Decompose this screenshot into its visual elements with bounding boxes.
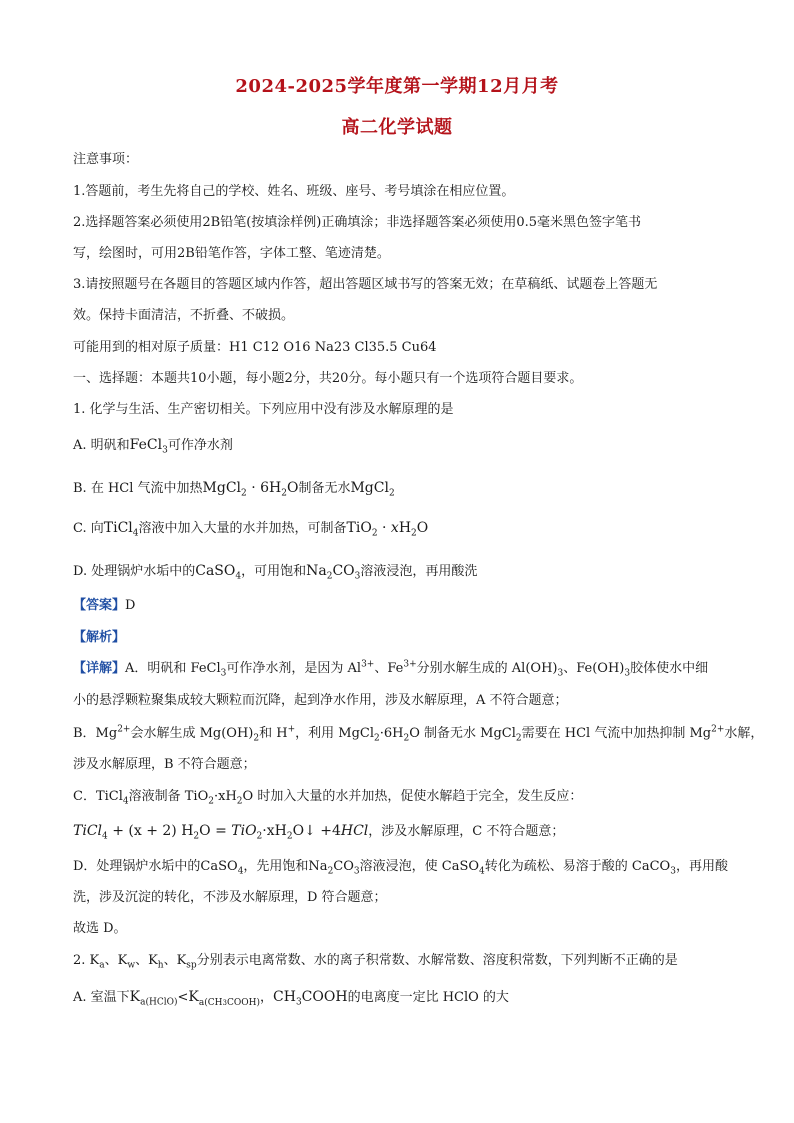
answer-value: D bbox=[125, 598, 136, 613]
text: 会水解生成 Mg(OH) bbox=[130, 726, 254, 741]
q1-option-d bbox=[73, 562, 477, 581]
text: ·6H bbox=[379, 726, 404, 741]
sup: 3+ bbox=[361, 659, 375, 670]
formula: ·xH bbox=[262, 823, 287, 839]
text: 水解， bbox=[724, 726, 764, 741]
sub: 3 bbox=[624, 668, 631, 679]
formula: + (x + 2) H bbox=[107, 823, 194, 839]
q2-a-k2-sub bbox=[199, 998, 260, 1008]
q1-explain-c1 bbox=[73, 788, 582, 806]
text: 需要在 HCl 气流中加热抑制 Mg bbox=[521, 726, 712, 741]
formula: TiCl bbox=[103, 520, 133, 536]
sub: 2 bbox=[241, 488, 247, 499]
sub: 3 bbox=[220, 668, 227, 679]
text: ，涉及水解原理，C 不符合题意； bbox=[368, 824, 565, 839]
q1-stem: 1. 化学与生活、生产密切相关。下列应用中没有涉及水解原理的是 bbox=[73, 402, 454, 417]
text: 制备无水 bbox=[298, 481, 351, 496]
q1-option-b bbox=[73, 479, 395, 498]
formula: O bbox=[416, 520, 429, 536]
sub: 2 bbox=[256, 831, 263, 842]
formula: CH bbox=[273, 989, 296, 1005]
formula: H bbox=[398, 520, 412, 536]
q2-option-a bbox=[73, 988, 509, 1007]
sub: 2 bbox=[253, 733, 260, 744]
notice-item-2a: 2.选择题答案必须使用2B铅笔(按填涂样例)正确填涂；非选择题答案必须使用0.5毫米黑色签字笔书 bbox=[73, 215, 642, 230]
sub: 2 bbox=[388, 488, 395, 499]
sub: 4 bbox=[235, 571, 242, 582]
q1-explain-a2: 小的悬浮颗粒聚集成较大颗粒而沉降，起到净水作用，涉及水解原理，A 不符合题意； bbox=[73, 693, 568, 708]
sub: 2 bbox=[193, 831, 200, 842]
formula: Na bbox=[306, 563, 327, 579]
sub: 4 bbox=[132, 528, 139, 539]
sub: 2 bbox=[327, 866, 334, 877]
sub: 3 bbox=[353, 866, 360, 877]
exam-subtitle: 高二化学试题 bbox=[341, 117, 453, 138]
q1-explain-d1 bbox=[73, 858, 728, 876]
tag: 【解析】 bbox=[73, 630, 126, 645]
notice-item-2b: 写，绘图时，可用2B铅笔作答，字体工整、笔迹清楚。 bbox=[73, 246, 390, 261]
text: 分别水解生成的 Al(OH) bbox=[416, 661, 558, 676]
q1-reaction-equation bbox=[73, 822, 564, 841]
sub: 4 bbox=[479, 866, 485, 877]
sub: h bbox=[157, 960, 164, 971]
formula: TiO bbox=[346, 520, 372, 536]
atomic-mass-line: 可能用到的相对原子质量：H1 C12 O16 Na23 Cl35.5 Cu64 bbox=[73, 340, 437, 355]
formula: TiCl bbox=[73, 823, 103, 839]
formula: O bbox=[286, 480, 299, 496]
answer-label: 【答案】 bbox=[73, 598, 126, 613]
text: 、Fe(OH) bbox=[563, 661, 625, 676]
text: a(CH bbox=[198, 997, 223, 1008]
text: 、K bbox=[135, 953, 158, 968]
text: C．TiCl bbox=[73, 789, 123, 804]
sub: 4 bbox=[122, 796, 129, 807]
text: CO bbox=[333, 859, 354, 874]
sub: 4 bbox=[237, 866, 244, 877]
sub: 2 bbox=[411, 528, 417, 539]
q1-explain-b2: 涉及水解原理，B 不符合题意； bbox=[73, 757, 256, 772]
sub: 2 bbox=[403, 733, 410, 744]
sub: 2 bbox=[371, 528, 378, 539]
notice-item-1: 1.答题前，考生先将自己的学校、姓名、班级、座号、考号填涂在相应位置。 bbox=[73, 184, 515, 199]
text: < bbox=[177, 990, 189, 1005]
sub: 2 bbox=[326, 571, 333, 582]
tag: 【详解】 bbox=[73, 661, 126, 676]
formula: · 6H bbox=[246, 480, 282, 496]
text: 分别表示电离常数、水的离子积常数、水解常数、溶度积常数，下列判断不正确的是 bbox=[196, 953, 678, 968]
q1-a-pre: A. 明矾和 bbox=[73, 438, 130, 453]
notice-item-3a: 3.请按照题号在各题目的答题区域内作答，超出答题区域书写的答案无效；在草稿纸、试题卷上答题无 bbox=[73, 277, 658, 292]
sub: 2 bbox=[281, 488, 287, 499]
formula: x bbox=[390, 520, 399, 536]
text: C. 向 bbox=[73, 521, 104, 536]
sub: 2 bbox=[515, 733, 522, 744]
text: ，再用酸 bbox=[675, 859, 728, 874]
exam-title: 2024-2025学年度第一学期12月月考 bbox=[235, 76, 559, 97]
text: A. 室温下 bbox=[73, 990, 130, 1005]
text: 、K bbox=[163, 953, 187, 968]
text: ·xH bbox=[213, 789, 237, 804]
section-heading: 一、选择题：本题共10小题，每小题2分，共20分。每小题只有一个选项符合题目要求。 bbox=[73, 371, 583, 386]
sub: a(HClO) bbox=[140, 997, 178, 1008]
sub: 3 bbox=[354, 571, 361, 582]
q1-option-a bbox=[73, 436, 233, 455]
q1-explain-b1 bbox=[73, 725, 763, 743]
text: 溶液制备 TiO bbox=[128, 789, 209, 804]
text: 2. K bbox=[73, 953, 100, 968]
text: 和 H bbox=[259, 726, 288, 741]
sup: 2+ bbox=[711, 724, 725, 735]
formula: O = bbox=[199, 823, 232, 839]
text: O 制备无水 MgCl bbox=[409, 726, 516, 741]
text: 溶液浸泡，使 CaSO bbox=[359, 859, 480, 874]
formula: CO bbox=[332, 563, 355, 579]
notice-item-3b: 效。保持卡面清洁，不折叠、不破损。 bbox=[73, 308, 295, 323]
formula: TiO bbox=[231, 823, 257, 839]
q1-option-c bbox=[73, 519, 428, 538]
q1-explain-a1 bbox=[73, 660, 708, 678]
sup: + bbox=[287, 724, 296, 735]
formula: MgCl bbox=[202, 480, 242, 496]
text: D．处理锅炉水垢中的CaSO bbox=[73, 859, 238, 874]
formula: HCl bbox=[340, 823, 369, 839]
text: 溶液浸泡，再用酸洗 bbox=[360, 564, 478, 579]
sub: 2 bbox=[374, 733, 380, 744]
formula: · bbox=[377, 520, 391, 536]
text: 溶液中加入大量的水并加热，可制备 bbox=[138, 521, 347, 536]
formula: MgCl bbox=[350, 480, 389, 496]
text: ，可用饱和 bbox=[241, 564, 307, 579]
text: 、K bbox=[104, 953, 128, 968]
sub: 3 bbox=[670, 866, 676, 877]
text: 可作净水剂，是因为 Al bbox=[226, 661, 362, 676]
formula: COOH bbox=[301, 989, 348, 1005]
text: ， bbox=[260, 990, 274, 1005]
formula: O↓ +4 bbox=[292, 823, 341, 839]
text: D. 处理锅炉水垢中的 bbox=[73, 564, 196, 579]
text: 转化为疏松、易溶于酸的 CaCO bbox=[484, 859, 671, 874]
sub: 2 bbox=[208, 796, 214, 807]
sub: w bbox=[127, 960, 136, 971]
formula: K bbox=[188, 989, 199, 1005]
q2-stem bbox=[73, 952, 678, 970]
q1-a-post: 可作净水剂 bbox=[167, 438, 233, 453]
formula: K bbox=[129, 989, 141, 1005]
text: B．Mg bbox=[73, 726, 118, 741]
text: O 时加入大量的水并加热，促使水解趋于完全，发生反应： bbox=[242, 789, 583, 804]
q1-explain-d2: 洗，涉及沉淀的转化，不涉及水解原理，D 符合题意； bbox=[73, 890, 387, 905]
q1-answer bbox=[73, 597, 135, 615]
sup: 3+ bbox=[403, 659, 417, 670]
sub: 3 bbox=[295, 997, 302, 1008]
q1-analysis-label bbox=[73, 629, 125, 647]
sub: 3 bbox=[162, 445, 168, 456]
sup: 2+ bbox=[117, 724, 131, 735]
text: 、Fe bbox=[374, 661, 404, 676]
sub: 3 bbox=[557, 668, 564, 679]
sub: 2 bbox=[236, 796, 243, 807]
sub: 2 bbox=[286, 831, 293, 842]
q1-conclusion: 故选 D。 bbox=[73, 921, 127, 936]
text: 的电离度一定比 HClO 的大 bbox=[347, 990, 509, 1005]
text: ，利用 MgCl bbox=[295, 726, 375, 741]
text: A．明矾和 FeCl bbox=[125, 661, 221, 676]
text: 胶体使水中细 bbox=[630, 661, 709, 676]
formula: CaSO bbox=[195, 563, 236, 579]
text: ，先用饱和Na bbox=[243, 859, 328, 874]
q1-b-pre: B. 在 HCl 气流中加热 bbox=[73, 481, 203, 496]
text: COOH) bbox=[226, 997, 260, 1008]
sub: a bbox=[99, 960, 105, 971]
sub: sp bbox=[186, 960, 197, 971]
q1-a-formula: FeCl bbox=[129, 437, 163, 453]
sub: 4 bbox=[102, 831, 108, 842]
text: 3 bbox=[222, 998, 227, 1007]
notice-heading: 注意事项： bbox=[73, 152, 139, 167]
